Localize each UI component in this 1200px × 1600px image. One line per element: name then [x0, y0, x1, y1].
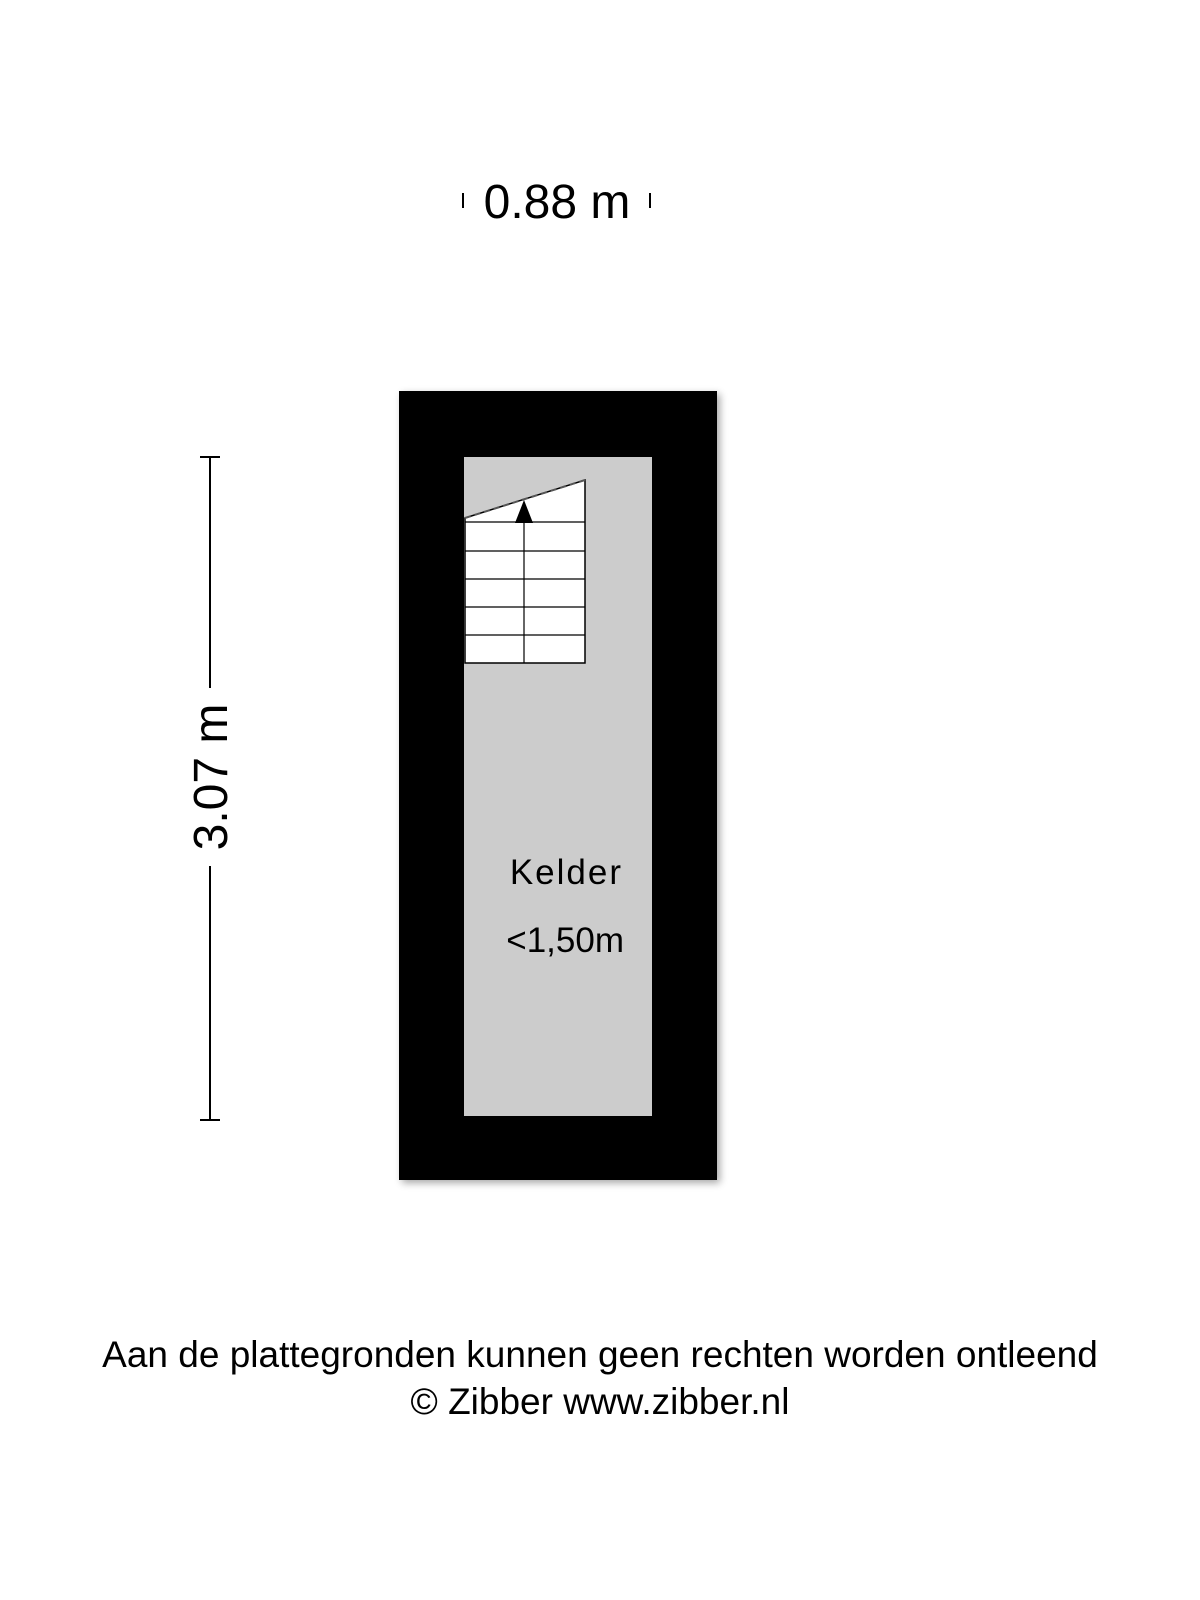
- width-dimension-label: 0.88 m: [483, 176, 631, 229]
- height-dimension-label: 3.07 m: [185, 703, 238, 851]
- room-height-note: <1,50m: [506, 921, 624, 960]
- footer-disclaimer: Aan de plattegronden kunnen geen rechten worden ontleend: [102, 1334, 1098, 1375]
- footer-copyright: © Zibber www.zibber.nl: [410, 1381, 790, 1422]
- width-dimension: [463, 176, 650, 229]
- height-dimension: [185, 457, 238, 1120]
- room-name-label: Kelder: [509, 853, 623, 892]
